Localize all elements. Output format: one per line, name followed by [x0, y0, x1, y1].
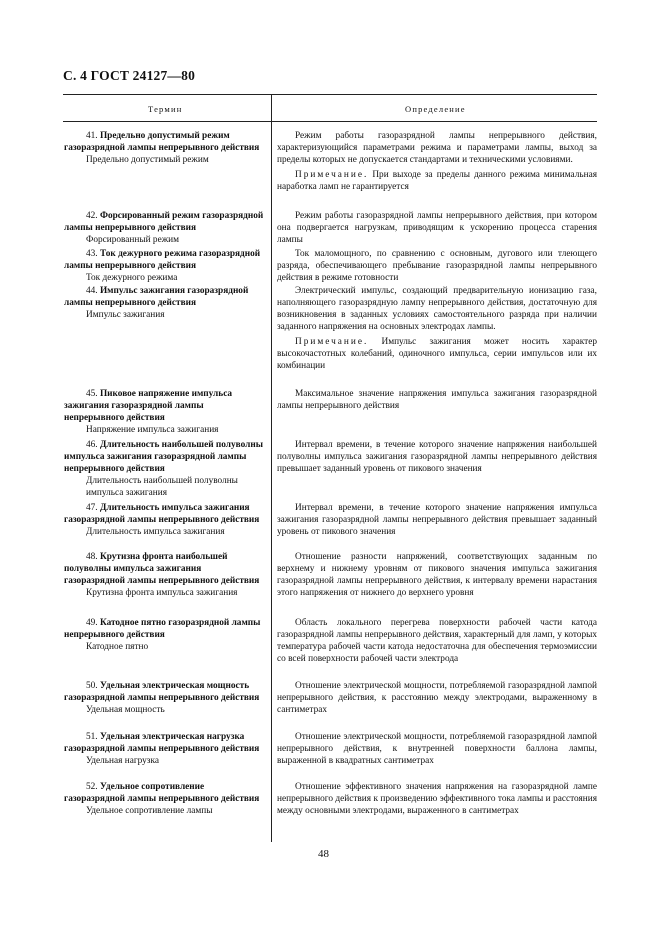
term-number: 42.	[86, 211, 100, 221]
term-short-form: Удельное сопротивление лампы	[86, 806, 213, 816]
term-short-form: Предельно допустимый режим	[86, 155, 209, 165]
term-number: 49.	[86, 618, 100, 628]
term-title	[64, 439, 264, 475]
definition-text: Отношение электрической мощности, потребляемой газоразрядной лампой непрерывного действия, к расстоянию между электродами, выраженному в сантиметрах	[277, 681, 597, 715]
note-text: Импульс зажигания может носить характер высокочастотных колебаний, одиночного импульса, серии импульсов или их комбинации	[277, 337, 597, 371]
note-label: Примечание.	[295, 170, 369, 180]
term-title	[64, 285, 264, 309]
term-number: 44.	[86, 286, 100, 296]
term-cell	[64, 781, 264, 817]
term-cell	[64, 210, 264, 246]
page-header: С. 4 ГОСТ 24127—80	[63, 68, 196, 83]
term-number: 46.	[86, 440, 100, 450]
definition-cell	[277, 551, 597, 599]
term-number: 50.	[86, 681, 100, 691]
definition-text: Область локального перегрева поверхности рабочей части катода газоразрядной лампы непрерывного действия, характерный для ламп, у которых температура рабочей части катода недостаточна для обеспечения термоэмиссии со всей поверхности рабочей части электрода	[277, 618, 597, 664]
term-short-form: Длительность импульса зажигания	[86, 527, 225, 537]
definition-cell	[277, 781, 597, 817]
definition-cell	[277, 210, 597, 246]
definition-text: Отношение разности напряжений, соответствующих заданным по верхнему и нижнему уровням от пикового значения импульса зажигания газоразрядной лампы непрерывного действия, к интервалу времени нарастания этого напряжения от нижнего до верхнего уровня	[277, 552, 597, 598]
term-name: Крутизна фронта наибольшей полуволны импульса зажигания газоразрядной лампы непрерывного действия	[64, 552, 260, 586]
column-header-definition: Определение	[405, 104, 466, 114]
definition-cell	[277, 439, 597, 475]
term-title	[64, 680, 264, 704]
note-text: При выходе за пределы данного режима минимальная наработка ламп не гарантируется	[277, 170, 597, 192]
definition-text: Интервал времени, в течение которого значение напряжения наибольшей полуволны импульса зажигания газоразрядной лампы непрерывного действия превышает заданный уровень от пикового значения	[277, 440, 597, 474]
definition-cell	[277, 130, 597, 193]
term-short-form: Удельная мощность	[86, 705, 165, 715]
definition-text: Отношение электрической мощности, потребляемой газоразрядной лампой непрерывного действия, к внутренней поверхности баллона лампы, выраженной в квадратных сантиметрах	[277, 732, 597, 766]
term-number: 51.	[86, 732, 100, 742]
term-name: Пиковое напряжение импульса зажигания газоразрядной лампы непрерывного действия	[64, 389, 233, 423]
definition-cell	[277, 388, 597, 412]
definition-text: Ток маломощного, по сравнению с основным, дугового или тлеющего разряда, обеспечивающего пребывание газоразрядной лампы непрерывного действия в режиме готовности	[277, 249, 597, 283]
term-cell	[64, 502, 264, 538]
term-cell	[64, 731, 264, 767]
page-number: 48	[318, 848, 329, 860]
term-name: Удельное сопротивление газоразрядной лампы непрерывного действия	[64, 782, 260, 804]
definition-cell	[277, 248, 597, 284]
term-short-form: Удельная нагрузка	[86, 756, 159, 766]
term-cell	[64, 617, 264, 653]
term-short-form: Форсированный режим	[86, 235, 179, 245]
term-name: Импульс зажигания газоразрядной лампы непрерывного действия	[64, 286, 249, 308]
term-title	[64, 210, 264, 234]
definition-text: Режим работы газоразрядной лампы непрерывного действия, характеризующийся параметрами режима и параметрами лампы, выход за пределы которых не допускается стандартами и техническими условиями.	[277, 131, 597, 165]
term-short-form: Длительность наибольшей полуволны импульса зажигания	[86, 476, 238, 498]
definition-cell	[277, 731, 597, 767]
term-name: Ток дежурного режима газоразрядной лампы непрерывного действия	[64, 249, 261, 271]
definition-note	[277, 336, 597, 372]
term-cell	[64, 285, 264, 321]
term-short-form: Крутизна фронта импульса зажигания	[86, 588, 238, 598]
term-name: Катодное пятно газоразрядной лампы непрерывного действия	[64, 618, 261, 640]
term-number: 41.	[86, 131, 100, 141]
definition-text: Интервал времени, в течение которого значение напряжения импульса зажигания газоразрядной лампы непрерывного действия превышает заданный уровень от пикового значения	[277, 503, 597, 537]
definition-text: Максимальное значение напряжения импульса зажигания газоразрядной лампы непрерывного действия	[277, 389, 597, 411]
definition-text: Отношение эффективного значения напряжения на газоразрядной лампе непрерывного действия к произведению эффективного тока лампы и расстояния между основными электродами, выраженного в сантиметрах	[277, 782, 597, 816]
term-short-form: Ток дежурного режима	[86, 273, 178, 283]
definition-text: Режим работы газоразрядной лампы непрерывного действия, при котором она подвергается нагрузкам, приводящим к ускорению процесса старения лампы	[277, 211, 597, 245]
term-name: Удельная электрическая нагрузка газоразрядной лампы непрерывного действия	[64, 732, 260, 754]
term-number: 48.	[86, 552, 100, 562]
term-title	[64, 388, 264, 424]
term-title	[64, 551, 264, 587]
term-cell	[64, 439, 264, 499]
term-number: 52.	[86, 782, 100, 792]
term-name: Длительность наибольшей полуволны импульса зажигания газоразрядной лампы непрерывного действия	[64, 440, 263, 474]
table-header-rule	[63, 121, 597, 122]
table-top-rule	[63, 94, 597, 95]
term-title	[64, 502, 264, 526]
term-cell	[64, 248, 264, 284]
term-short-form: Напряжение импульса зажигания	[86, 425, 219, 435]
term-short-form: Катодное пятно	[86, 642, 149, 652]
term-title	[64, 248, 264, 272]
term-name: Удельная электрическая мощность газоразрядной лампы непрерывного действия	[64, 681, 260, 703]
definition-cell	[277, 285, 597, 372]
term-cell	[64, 551, 264, 599]
term-cell	[64, 130, 264, 166]
term-name: Предельно допустимый режим газоразрядной лампы непрерывного действия	[64, 131, 260, 153]
term-number: 43.	[86, 249, 100, 259]
term-title	[64, 731, 264, 755]
term-name: Длительность импульса зажигания газоразрядной лампы непрерывного действия	[64, 503, 260, 525]
definition-cell	[277, 617, 597, 665]
column-divider	[271, 94, 272, 842]
term-name: Форсированный режим газоразрядной лампы непрерывного действия	[64, 211, 264, 233]
definition-text: Электрический импульс, создающий предварительную ионизацию газа, наполняющего газоразрядную лампу непрерывного действия, достаточную для возникновения в заданных условиях самостоятельного разряда при наличии заданного напряжения на основных электродах лампы.	[277, 286, 597, 332]
term-cell	[64, 680, 264, 716]
definition-cell	[277, 502, 597, 538]
definition-cell	[277, 680, 597, 716]
term-cell	[64, 388, 264, 436]
term-number: 45.	[86, 389, 100, 399]
term-short-form: Импульс зажигания	[86, 310, 165, 320]
column-header-term: Термин	[148, 104, 183, 114]
term-title	[64, 130, 264, 154]
term-number: 47.	[86, 503, 100, 513]
term-title	[64, 781, 264, 805]
definition-note	[277, 169, 597, 193]
note-label: Примечание.	[295, 337, 369, 347]
term-title	[64, 617, 264, 641]
